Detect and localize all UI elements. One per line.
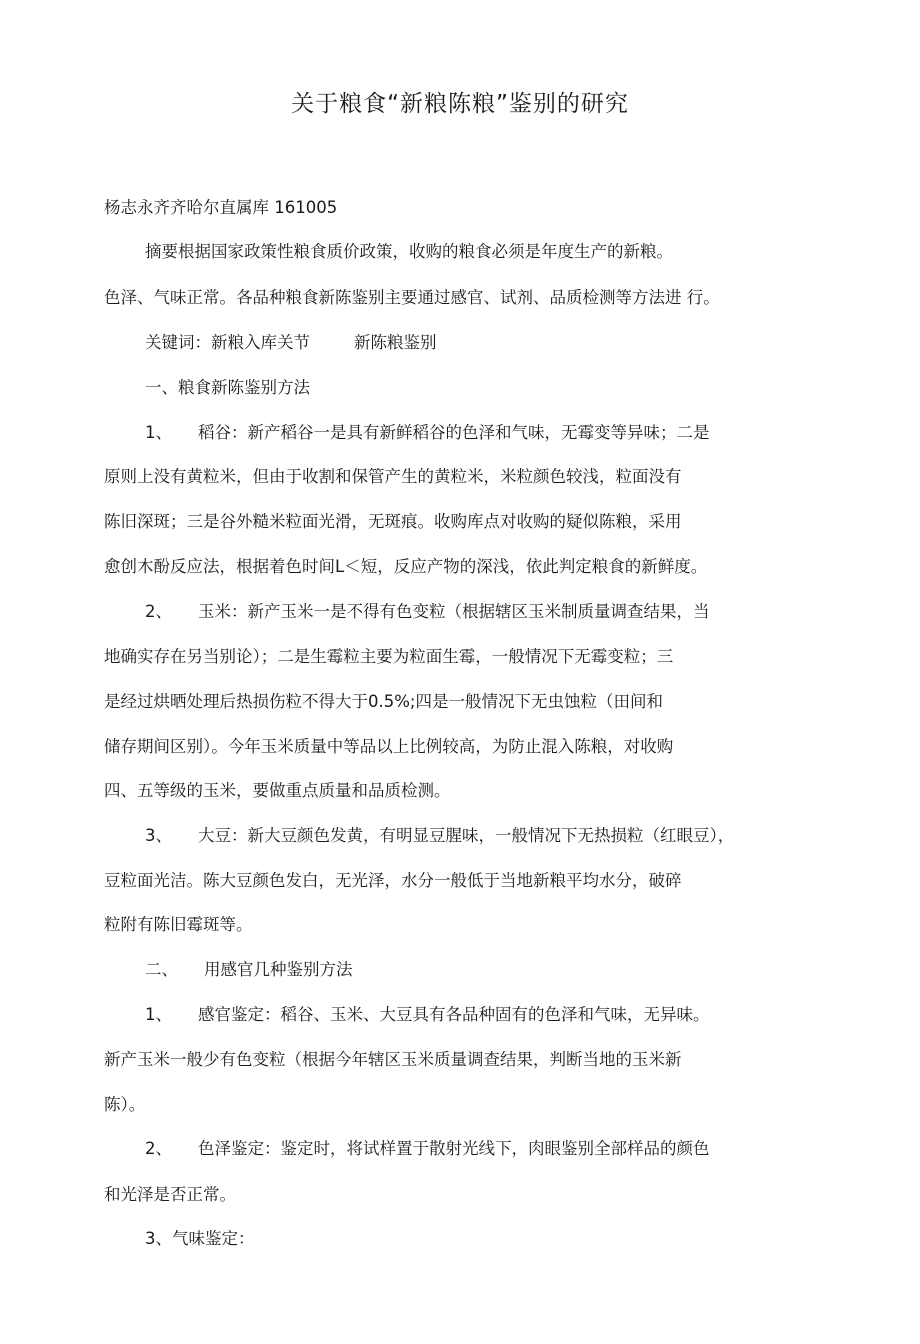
section-2-heading-line <box>145 958 353 982</box>
s1-item-1-number: 1、 <box>145 423 172 442</box>
s1-item-3-line-3: 粒附有陈旧霉斑等。 <box>104 915 253 934</box>
s2-item-3-line-1: 3、气味鉴定： <box>145 1229 255 1248</box>
s2-item-2-first-line <box>145 1137 710 1161</box>
s2-item-1-text: 感官鉴定：稻谷、玉米、大豆具有各品种固有的色泽和气味，无异味。 <box>198 1005 710 1024</box>
section-2-heading: 用感官几种鉴别方法 <box>204 960 353 979</box>
s1-item-3-text: 大豆：新大豆颜色发黄，有明显豆腥味，一般情况下无热损粒（红眼豆）， <box>198 826 735 845</box>
s2-item-1-line-2: 新产玉米一般少有色变粒（根据今年辖区玉米质量调查结果，判断当地的玉米新 <box>104 1050 682 1069</box>
s1-item-2-line-5: 四、五等级的玉米，要做重点质量和品质检测。 <box>104 781 451 800</box>
s1-item-3-number: 3、 <box>145 826 172 845</box>
abstract-line-1: 摘要根据国家政策性粮食质价政策，收购的粮食必须是年度生产的新粮。 <box>145 242 673 261</box>
s2-item-1-number: 1、 <box>145 1005 172 1024</box>
s2-item-2-line-2: 和光泽是否正常。 <box>104 1185 236 1204</box>
s1-item-1-line-2: 原则上没有黄粒米，但由于收割和保管产生的黄粒米，米粒颜色较浅，粒面没有 <box>104 467 682 486</box>
s1-item-2-text: 玉米：新产玉米一是不得有色变粒（根据辖区玉米制质量调查结果，当 <box>198 602 710 621</box>
s1-item-2-first-line <box>145 600 710 624</box>
author-line: 杨志永齐齐哈尔直属库 161005 <box>104 198 338 217</box>
s1-item-1-first-line <box>145 421 710 445</box>
s1-item-2-number: 2、 <box>145 602 172 621</box>
s1-item-1-line-4: 愈创木酚反应法，根据着色时间L＜短，反应产物的深浅，依此判定粮食的新鲜度。 <box>104 557 708 576</box>
s1-item-2-line-4: 储存期间区别）。今年玉米质量中等品以上比例较高，为防止混入陈粮，对收购 <box>104 737 674 756</box>
s2-item-1-line-3: 陈）。 <box>104 1095 146 1114</box>
s1-item-3-line-2: 豆粒面光洁。陈大豆颜色发白，无光泽，水分一般低于当地新粮平均水分，破碎 <box>104 871 682 890</box>
keywords-term: 新陈粮鉴别 <box>354 333 437 352</box>
section-1-heading: 一、粮食新陈鉴别方法 <box>145 378 310 397</box>
section-2-number: 二、 <box>145 960 178 979</box>
keywords-line <box>145 331 437 355</box>
s1-item-2-line-2: 地确实存在另当别论）；二是生霉粒主要为粒面生霉，一般情况下无霉变粒；三 <box>104 647 674 666</box>
s2-item-1-first-line <box>145 1003 710 1027</box>
s1-item-3-first-line <box>145 824 734 848</box>
s2-item-2-number: 2、 <box>145 1139 172 1158</box>
s1-item-1-line-3: 陈旧深斑；三是谷外糙米粒面光滑，无斑痕。收购库点对收购的疑似陈粮，采用 <box>104 512 682 531</box>
keywords-label: 关键词：新粮入库关节 <box>145 333 310 352</box>
abstract-line-2: 色泽、气味正常。各品种粮食新陈鉴别主要通过感官、试剂、品质检测等方法进 行。 <box>104 288 720 307</box>
s1-item-2-line-3: 是经过烘晒处理后热损伤粒不得大于0.5%;四是一般情况下无虫蚀粒（田间和 <box>104 692 663 711</box>
document-title: 关于粮食“新粮陈粮”鉴别的研究 <box>291 91 629 117</box>
s2-item-2-text: 色泽鉴定：鉴定时，将试样置于散射光线下，肉眼鉴别全部样品的颜色 <box>198 1139 710 1158</box>
s1-item-1-text: 稻谷：新产稻谷一是具有新鲜稻谷的色泽和气味，无霉变等异味；二是 <box>198 423 710 442</box>
